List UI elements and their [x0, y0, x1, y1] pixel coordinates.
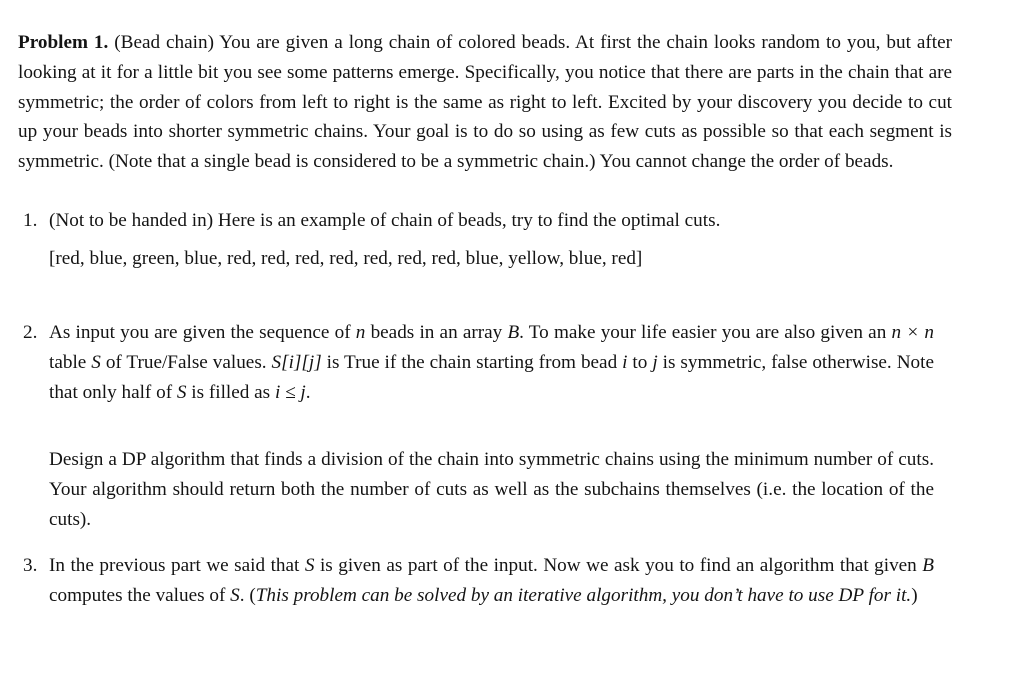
math-S: S [176, 381, 187, 403]
text-run: . [305, 381, 311, 403]
text-run: is filled as [186, 381, 275, 403]
text-run: table [49, 351, 92, 373]
italic-note: This problem can be solved by an iterative algorithm, you don’t have to use DP for it. [255, 584, 912, 606]
math-i: i [622, 351, 628, 373]
math-S: S [91, 351, 101, 373]
math-n: n [355, 322, 366, 343]
math-S: S [304, 555, 315, 576]
item-number: 2. [23, 322, 38, 343]
item-body [49, 206, 934, 274]
bead-example: [red, blue, green, blue, red, red, red, red, red, red, red, blue, yellow, blue, red] [49, 247, 643, 269]
problem-label: Problem 1. [18, 32, 109, 53]
text-run: to [627, 351, 653, 373]
item-2-paragraph-1 [49, 318, 934, 407]
item-body [49, 551, 934, 611]
problem-intro [18, 28, 952, 177]
text-run: is True if the chain starting from bead [321, 351, 623, 373]
text-run: . ( [239, 584, 256, 606]
item-2-paragraph-2: Design a DP algorithm that finds a division of the chain into symmetric chains using the minimum number of cuts. Your algorithm should return both the number of cuts as well as the subchains themselves (i.e. the location of the cuts). [49, 449, 934, 530]
text-run: computes the values of [49, 584, 231, 606]
math-B: B [922, 555, 934, 576]
math-n-by-n: n × n [891, 322, 934, 343]
item-1-text: (Not to be handed in) Here is an example of chain of beads, try to find the optimal cuts. [49, 210, 721, 231]
math-S: S [230, 584, 240, 606]
item-number: 3. [23, 555, 38, 576]
item-3-text [49, 551, 934, 611]
math-B: B [507, 322, 520, 343]
text-run: As input you are given the sequence of [49, 322, 356, 343]
text-run: ) [911, 584, 918, 606]
math-i-le-j: i ≤ j [274, 381, 306, 403]
text-run: In the previous part we said that [49, 555, 305, 576]
text-run: is symmetric, false otherwise. Note that only half of [49, 351, 934, 403]
text-run: of True/False values. [100, 351, 272, 373]
text-run: beads in an array [365, 322, 508, 343]
item-number: 1. [23, 210, 38, 231]
text-run: . To make your life easier you are also given an [519, 322, 892, 343]
text-run: is given as part of the input. Now we ask you to find an algorithm that given [314, 555, 923, 576]
problem-intro-text: (Bead chain) You are given a long chain of colored beads. At first the chain looks random to you, but after looking at it for a little bit you see some patterns emerge. Specifically, you notice that there are parts in the chain that are symmetric; the order of colors from left to right is the same as right to left. Excited by your discovery you decide to cut up your beads into shorter symmetric chains. Your goal is to do so using as few cuts as possible so that each segment is symmetric. (Note that a single bead is considered to be a symmetric chain.) You cannot change the order of beads. [18, 32, 952, 173]
problem-page [18, 28, 952, 177]
math-S-i-j: S[i][j] [271, 351, 322, 373]
item-body [49, 318, 934, 535]
math-j: j [652, 351, 658, 373]
